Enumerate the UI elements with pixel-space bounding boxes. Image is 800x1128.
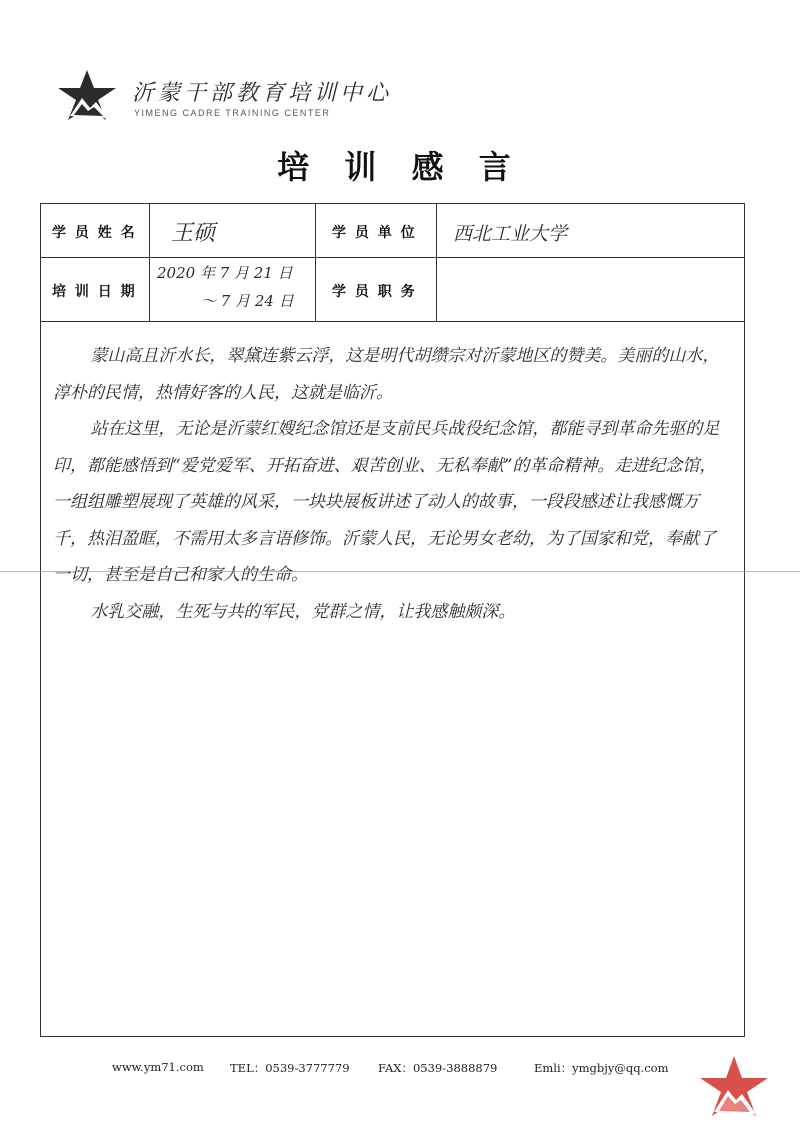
- value-date-end: ～ 7 月 24 日: [201, 292, 294, 310]
- footer-tel: TEL：0539-3777779: [230, 1061, 350, 1075]
- org-name-en: YIMENG CADRE TRAINING CENTER: [134, 108, 331, 118]
- column-divider: [315, 204, 316, 321]
- org-name-cn: 沂蒙干部教育培训中心: [132, 81, 393, 106]
- label-student-unit: 学 员 单 位: [332, 225, 417, 241]
- row-divider: [41, 257, 744, 258]
- footer-contact: [0, 1060, 800, 1076]
- document-title: 培 训 感 言: [277, 148, 523, 186]
- scan-fold-line: [0, 571, 800, 572]
- value-student-unit: 西北工业大学: [453, 223, 568, 245]
- reflection-form: [40, 203, 745, 1037]
- star-mountain-logo-icon: [56, 68, 118, 124]
- label-student-position: 学 员 职 务: [332, 284, 417, 300]
- reflection-essay: [53, 338, 728, 630]
- column-divider: [149, 204, 150, 321]
- footer-email: Emli：ymgbjy@qq.com: [534, 1061, 669, 1075]
- footer-website: www.ym71.com: [112, 1060, 204, 1074]
- value-student-name: 王硕: [171, 221, 216, 246]
- essay-paragraph: 站在这里，无论是沂蒙红嫂纪念馆还是支前民兵战役纪念馆，都能寻到革命先驱的足印，都能感悟到“爱党爱军、开拓奋进、艰苦创业、无私奉献”的革命精神。走进纪念馆，一组组雕塑展现了英雄的风采，一块块展板讲述了动人的故事，一段段感述让我感慨万千，热泪盈眶，不需用太多言语修饰。沂蒙人民，无论男女老幼，为了国家和党，奉献了一切，甚至是自己和家人的生命。: [53, 419, 720, 585]
- footer-fax: FAX：0539-3888879: [378, 1061, 498, 1075]
- essay-paragraph: 蒙山高且沂水长，翠黛连紫云浮，这是明代胡缵宗对沂蒙地区的赞美。美丽的山水，淳朴的民情，热情好客的人民，这就是临沂。: [53, 346, 720, 403]
- label-training-date: 培 训 日 期: [52, 284, 137, 300]
- label-student-name: 学 员 姓 名: [52, 225, 137, 241]
- essay-paragraph: 水乳交融，生死与共的军民，党群之情，让我感触颇深。: [90, 601, 516, 622]
- red-star-logo-icon: [698, 1054, 770, 1118]
- column-divider: [436, 204, 437, 321]
- value-date-start: 2020 年 7 月 21 日: [157, 264, 293, 282]
- row-divider: [41, 321, 744, 322]
